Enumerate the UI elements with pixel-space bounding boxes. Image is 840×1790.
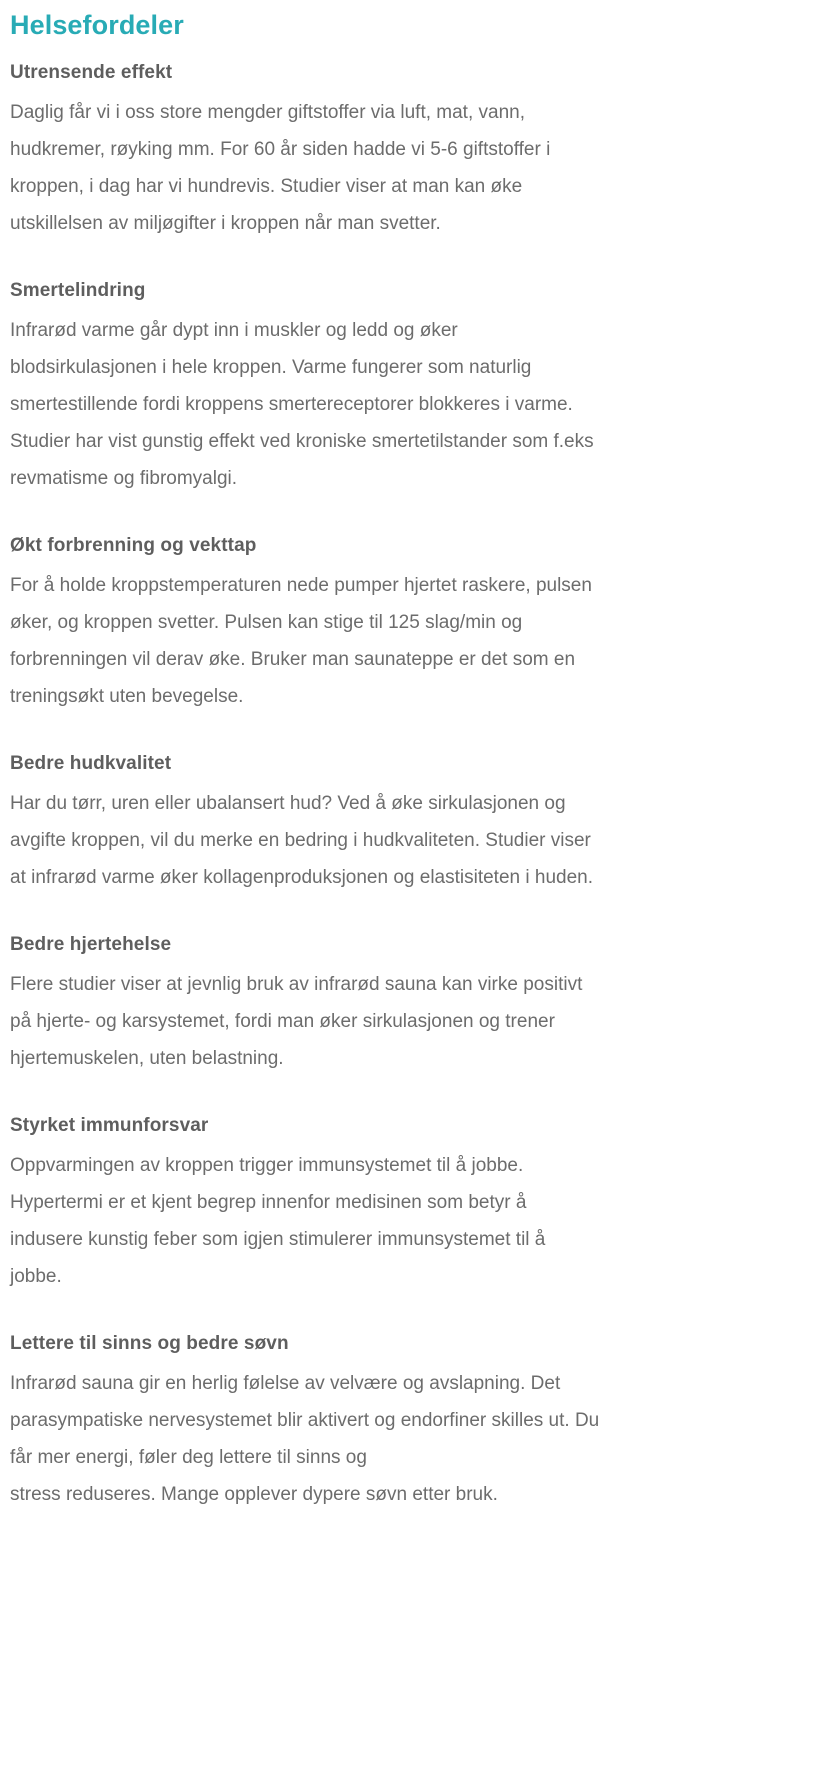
- section-body: [10, 94, 830, 242]
- body-line: revmatisme og fibromyalgi.: [10, 468, 238, 489]
- body-line: treningsøkt uten bevegelse.: [10, 686, 244, 707]
- body-line: øker, og kroppen svetter. Pulsen kan stige til 125 slag/min og: [10, 612, 523, 633]
- body-line: avgifte kroppen, vil du merke en bedring i hudkvaliteten. Studier viser: [10, 830, 591, 851]
- section-bedre-hjertehelse: [10, 932, 830, 1077]
- section-body: [10, 1365, 830, 1513]
- section-body: [10, 567, 830, 715]
- body-line: Daglig får vi i oss store mengder giftstoffer via luft, mat, vann,: [10, 102, 525, 123]
- body-line: kroppen, i dag har vi hundrevis. Studier viser at man kan øke: [10, 176, 523, 197]
- section-heading: Bedre hudkvalitet: [10, 753, 172, 774]
- section-body: [10, 966, 830, 1077]
- body-line: at infrarød varme øker kollagenproduksjonen og elastisiteten i huden.: [10, 867, 593, 888]
- body-line: Infrarød sauna gir en herlig følelse av velvære og avslapning. Det: [10, 1373, 561, 1394]
- body-line: utskillelsen av miljøgifter i kroppen når man svetter.: [10, 213, 441, 234]
- section-heading: Styrket immunforsvar: [10, 1115, 209, 1136]
- section-heading: Økt forbrenning og vekttap: [10, 535, 257, 556]
- section-bedre-hudkvalitet: [10, 751, 830, 896]
- section-heading: Utrensende effekt: [10, 62, 173, 83]
- body-line: hudkremer, røyking mm. For 60 år siden hadde vi 5-6 giftstoffer i: [10, 139, 551, 160]
- body-line: Oppvarmingen av kroppen trigger immunsystemet til å jobbe.: [10, 1155, 524, 1176]
- section-styrket-immunforsvar: [10, 1113, 830, 1295]
- section-body: [10, 785, 830, 896]
- section-okt-forbrenning-og-vekttap: [10, 533, 830, 715]
- body-line: Hypertermi er et kjent begrep innenfor medisinen som betyr å: [10, 1192, 527, 1213]
- section-smertelindring: [10, 278, 830, 497]
- body-line: Har du tørr, uren eller ubalansert hud? Ved å øke sirkulasjonen og: [10, 793, 566, 814]
- body-line: jobbe.: [10, 1266, 62, 1287]
- body-line: parasympatiske nervesystemet blir aktivert og endorfiner skilles ut. Du: [10, 1410, 600, 1431]
- section-body: [10, 312, 830, 497]
- section-utrensende-effekt: [10, 60, 830, 242]
- body-line: indusere kunstig feber som igjen stimulerer immunsystemet til å: [10, 1229, 546, 1250]
- page-title: Helsefordeler: [10, 10, 184, 40]
- body-line: For å holde kroppstemperaturen nede pumper hjertet raskere, pulsen: [10, 575, 592, 596]
- section-heading: Bedre hjertehelse: [10, 934, 172, 955]
- body-line: får mer energi, føler deg lettere til sinns og: [10, 1447, 367, 1468]
- section-heading: Lettere til sinns og bedre søvn: [10, 1333, 289, 1354]
- section-lettere-til-sinns-og-bedre-sovn: [10, 1331, 830, 1513]
- body-line: forbrenningen vil derav øke. Bruker man saunateppe er det som en: [10, 649, 576, 670]
- body-line: stress reduseres. Mange opplever dypere søvn etter bruk.: [10, 1484, 498, 1505]
- body-line: Infrarød varme går dypt inn i muskler og ledd og øker: [10, 320, 458, 341]
- section-body: [10, 1147, 830, 1295]
- body-line: på hjerte- og karsystemet, fordi man øker sirkulasjonen og trener: [10, 1011, 555, 1032]
- body-line: Studier har vist gunstig effekt ved kroniske smertetilstander som f.eks: [10, 431, 594, 452]
- body-line: hjertemuskelen, uten belastning.: [10, 1048, 284, 1069]
- body-line: smertestillende fordi kroppens smertereceptorer blokkeres i varme.: [10, 394, 573, 415]
- section-heading: Smertelindring: [10, 280, 146, 301]
- body-line: blodsirkulasjonen i hele kroppen. Varme fungerer som naturlig: [10, 357, 532, 378]
- body-line: Flere studier viser at jevnlig bruk av infrarød sauna kan virke positivt: [10, 974, 583, 995]
